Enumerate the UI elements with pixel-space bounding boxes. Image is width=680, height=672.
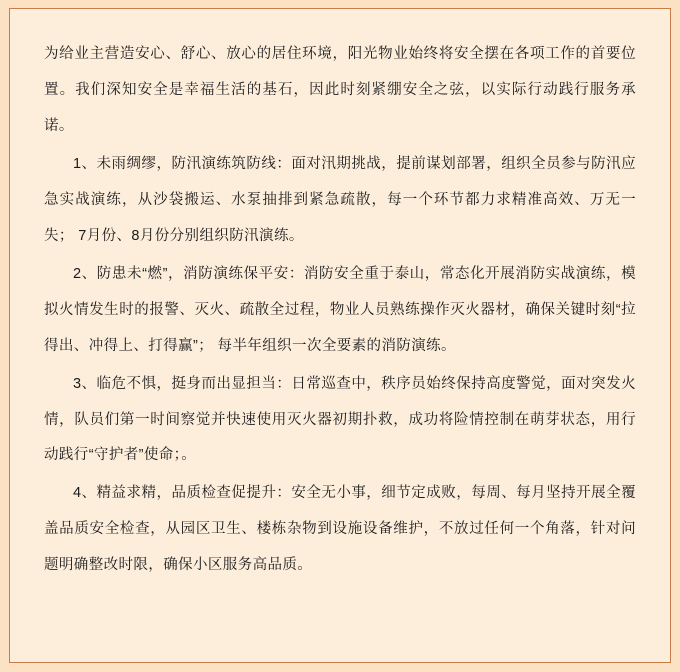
content-frame bbox=[9, 8, 671, 663]
paragraph-item-3: 3、临危不惧，挺身而出显担当：日常巡查中，秩序员始终保持高度警觉，面对突发火情，队员们第一时间察觉并快速使用灭火器初期扑救，成功将险情控制在萌芽状态，用行动践行“守护者”使命；。 bbox=[44, 375, 636, 464]
paragraph-item-4: 4、精益求精，品质检查促提升：安全无小事，细节定成败，每周、每月坚持开展全覆盖品质安全检查，从园区卫生、楼栋杂物到设施设备维护，不放过任何一个角落，针对问题明确整改时限，确保小区服务高品质。 bbox=[44, 485, 636, 574]
paragraph-item-2: 2、防患未“燃”，消防演练保平安：消防安全重于泰山，常态化开展消防实战演练，模拟火情发生时的报警、灭火、疏散全过程，物业人员熟练操作灭火器材，确保关键时刻“拉得出、冲得上、打得赢”； 每半年组织一次全要素的消防演练。 bbox=[44, 265, 636, 354]
paragraph-intro: 为给业主营造安心、舒心、放心的居住环境，阳光物业始终将安全摆在各项工作的首要位置。我们深知安全是幸福生活的基石，因此时刻紧绷安全之弦，以实际行动践行服务承诺。 bbox=[44, 46, 636, 134]
paragraph-item-1: 1、未雨绸缪，防汛演练筑防线：面对汛期挑战，提前谋划部署，组织全员参与防汛应急实战演练，从沙袋搬运、水泵抽排到紧急疏散，每一个环节都力求精准高效、万无一失； 7月份、8月份分别组织防汛演练。 bbox=[44, 155, 636, 244]
article-body bbox=[44, 37, 636, 584]
